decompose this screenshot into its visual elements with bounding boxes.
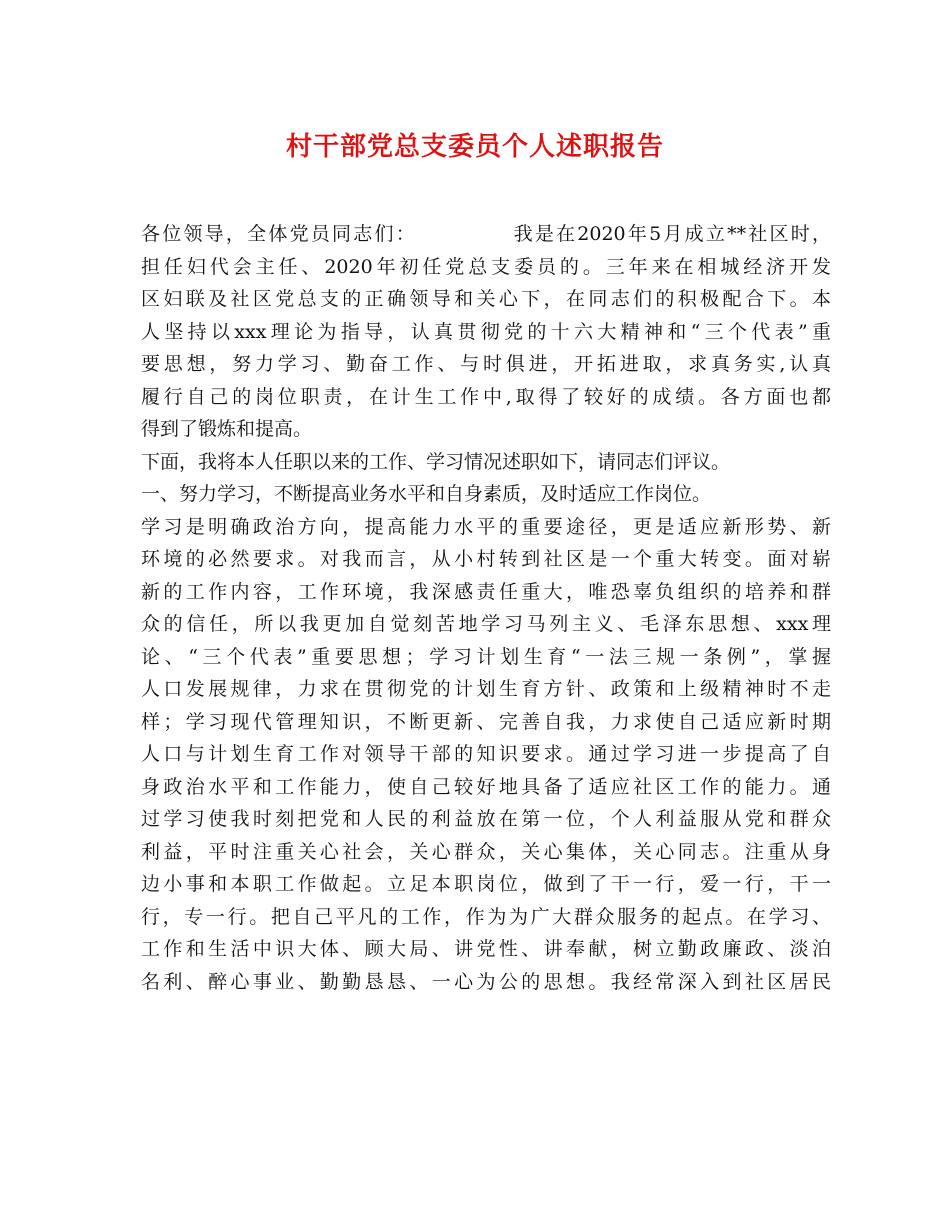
body-line: 人坚持以xxx理论为指导，认真贯彻党的十六大精神和“三个代表”重 <box>141 320 831 343</box>
body-line: 众的信任，所以我更加自觉刻苦地学习马列主义、毛泽东思想、xxx理 <box>141 613 831 635</box>
body-line: 论、“三个代表”重要思想；学习计划生育“一法三规一条例”，掌握 <box>141 645 831 668</box>
body-line: 区妇联及社区党总支的正确领导和关心下，在同志们的积极配合下。本 <box>141 288 831 310</box>
body-line: 行，专一行。把自己平凡的工作，作为为广大群众服务的起点。在学习、 <box>141 905 831 928</box>
body-line: 各位领导，全体党员同志们： 我是在2020年5月成立**社区时， <box>141 223 831 245</box>
body-line: 新的工作内容，工作环境，我深感责任重大，唯恐辜负组织的培养和群 <box>141 580 831 603</box>
body-line: 得到了锻炼和提高。 <box>141 418 313 440</box>
document-title: 村干部党总支委员个人述职报告 <box>285 132 664 162</box>
body-line: 过学习使我时刻把党和人民的利益放在第一位，个人利益服从党和群众 <box>141 808 831 830</box>
body-line: 身政治水平和工作能力，使自己较好地具备了适应社区工作的能力。通 <box>141 775 831 798</box>
body-line: 环境的必然要求。对我而言，从小村转到社区是一个重大转变。面对崭 <box>141 548 831 570</box>
body-line: 担任妇代会主任、2020年初任党总支委员的。三年来在相城经济开发 <box>141 255 831 278</box>
body-line: 学习是明确政治方向，提高能力水平的重要途径，更是适应新形势、新 <box>141 515 831 538</box>
body-line: 边小事和本职工作做起。立足本职岗位，做到了干一行，爱一行，干一 <box>141 873 831 895</box>
document-body <box>141 218 831 998</box>
body-line: 要思想，努力学习、勤奋工作、与时俱进，开拓进取，求真务实,认真 <box>141 353 831 375</box>
body-line: 下面，我将本人任职以来的工作、学习情况述职如下，请同志们评议。 <box>141 450 731 473</box>
body-line: 一、努力学习，不断提高业务水平和自身素质，及时适应工作岗位。 <box>141 483 712 505</box>
body-line: 工作和生活中识大体、顾大局、讲党性、讲奉献，树立勤政廉政、淡泊 <box>141 938 831 960</box>
body-line: 人口与计划生育工作对领导干部的知识要求。通过学习进一步提高了自 <box>141 743 831 765</box>
body-line: 样；学习现代管理知识，不断更新、完善自我，力求使自己适应新时期 <box>141 710 831 733</box>
body-line: 履行自己的岗位职责，在计生工作中,取得了较好的成绩。各方面也都 <box>141 385 831 408</box>
body-line: 利益，平时注重关心社会，关心群众，关心集体，关心同志。注重从身 <box>141 840 831 863</box>
body-line: 名利、醉心事业、勤勤恳恳、一心为公的思想。我经常深入到社区居民 <box>141 970 831 993</box>
body-line: 人口发展规律，力求在贯彻党的计划生育方针、政策和上级精神时不走 <box>141 678 831 700</box>
